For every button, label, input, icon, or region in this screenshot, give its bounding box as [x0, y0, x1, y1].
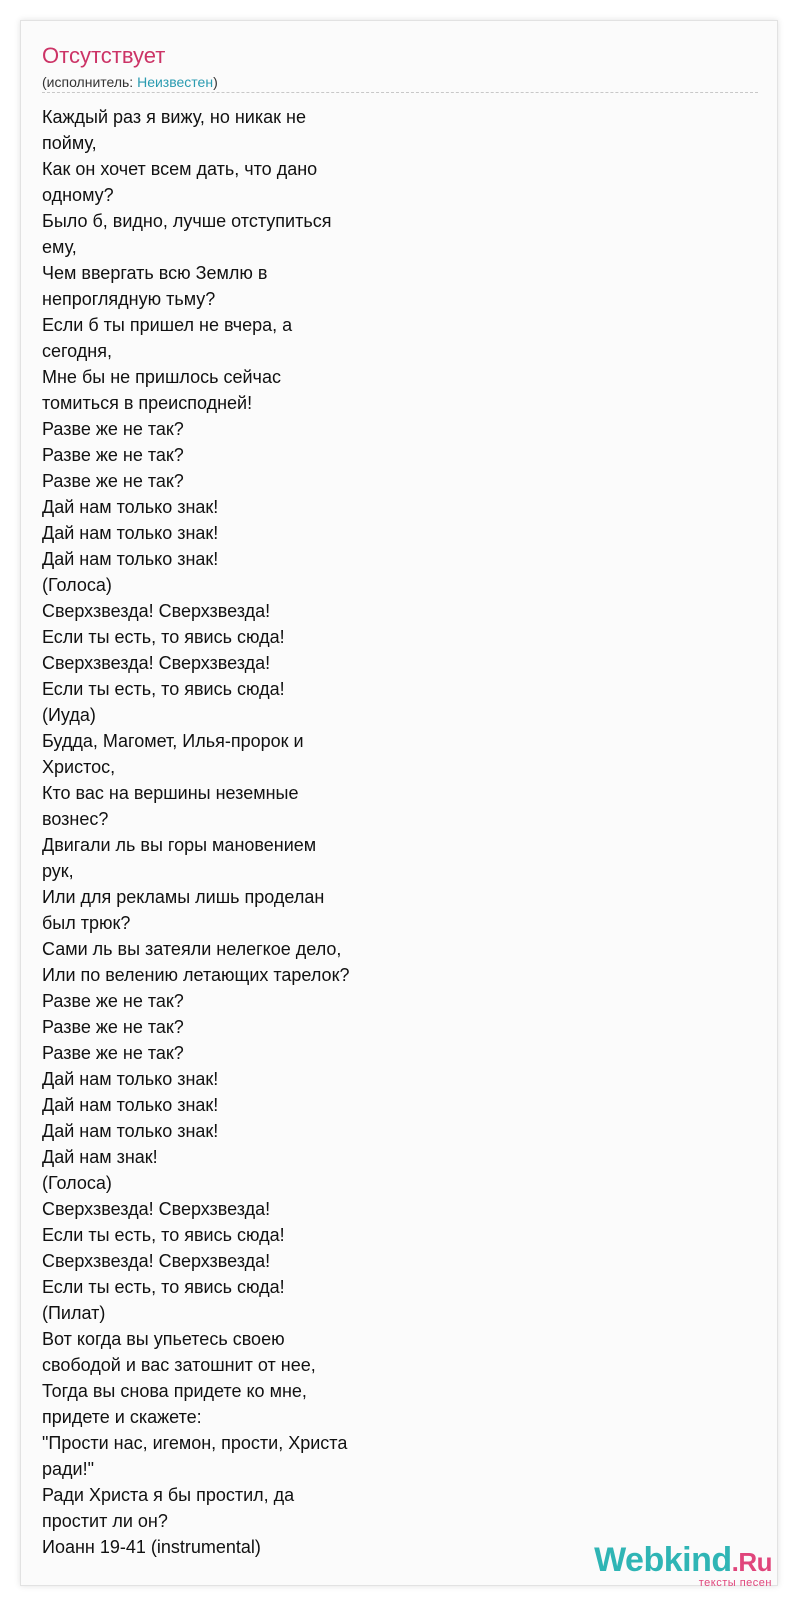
lyric-line: Было б, видно, лучше отступиться: [42, 211, 332, 231]
lyric-line: Дай нам только знак!: [42, 549, 219, 569]
lyric-line: Христос,: [42, 757, 116, 777]
lyric-line: Дай нам только знак!: [42, 523, 219, 543]
logo-domain-text: .Ru: [731, 1547, 772, 1577]
lyric-line: Сами ль вы затеяли нелегкое дело,: [42, 939, 342, 959]
lyric-line: (Голоса): [42, 575, 112, 595]
logo-main-text: Webkind: [594, 1541, 732, 1579]
lyric-line: Если ты есть, то явись сюда!: [42, 679, 285, 699]
lyric-line: Сверхзвезда! Сверхзвезда!: [42, 1199, 271, 1219]
lyric-line: Разве же не так?: [42, 445, 184, 465]
lyric-line: Если б ты пришел не вчера, а: [42, 315, 293, 335]
lyric-line: Разве же не так?: [42, 1043, 184, 1063]
lyric-line: пойму,: [42, 133, 97, 153]
lyric-line: Чем ввергать всю Землю в: [42, 263, 268, 283]
lyric-line: простит ли он?: [42, 1511, 168, 1531]
lyric-line: Разве же не так?: [42, 991, 184, 1011]
lyric-line: Сверхзвезда! Сверхзвезда!: [42, 653, 271, 673]
logo-tagline: тексты песен: [698, 1577, 772, 1589]
lyric-line: Если ты есть, то явись сюда!: [42, 1277, 285, 1297]
lyric-line: придете и скажете:: [42, 1407, 202, 1427]
lyric-line: Сверхзвезда! Сверхзвезда!: [42, 1251, 271, 1271]
lyric-line: непроглядную тьму?: [42, 289, 216, 309]
lyric-line: Дай нам только знак!: [42, 1121, 219, 1141]
lyric-line: Мне бы не пришлось сейчас: [42, 367, 281, 387]
lyric-line: сегодня,: [42, 341, 112, 361]
artist-suffix: ): [213, 74, 218, 90]
lyric-line: Иоанн 19-41 (instrumental): [42, 1537, 261, 1557]
lyric-line: Дай нам только знак!: [42, 1069, 219, 1089]
logo-wordmark: [594, 1543, 772, 1579]
lyric-line: был трюк?: [42, 913, 131, 933]
lyric-line: (Пилат): [42, 1303, 106, 1323]
lyric-line: свободой и вас затошнит от нее,: [42, 1355, 316, 1375]
lyric-line: Разве же не так?: [42, 471, 184, 491]
lyric-line: ради!": [42, 1459, 94, 1479]
title-divider: [42, 92, 758, 93]
lyric-line: одному?: [42, 185, 114, 205]
lyric-line: Каждый раз я вижу, но никак не: [42, 107, 306, 127]
lyric-line: Или для рекламы лишь проделан: [42, 887, 325, 907]
site-logo[interactable]: [594, 1543, 772, 1589]
lyric-line: Или по велению летающих тарелок?: [42, 965, 350, 985]
song-title: Отсутствует: [42, 43, 166, 68]
lyric-line: рук,: [42, 861, 74, 881]
lyric-line: вознес?: [42, 809, 109, 829]
lyric-line: Если ты есть, то явись сюда!: [42, 1225, 285, 1245]
lyric-line: (Голоса): [42, 1173, 112, 1193]
lyric-line: Если ты есть, то явись сюда!: [42, 627, 285, 647]
lyric-line: Дай нам знак!: [42, 1147, 158, 1167]
lyrics-text: [42, 104, 402, 1560]
lyric-line: Дай нам только знак!: [42, 1095, 219, 1115]
lyric-line: Разве же не так?: [42, 419, 184, 439]
lyric-line: томиться в преисподней!: [42, 393, 253, 413]
lyric-line: Дай нам только знак!: [42, 497, 219, 517]
lyric-line: Двигали ль вы горы мановением: [42, 835, 317, 855]
lyric-line: ему,: [42, 237, 77, 257]
lyric-line: Сверхзвезда! Сверхзвезда!: [42, 601, 271, 621]
artist-link[interactable]: Неизвестен: [137, 74, 214, 90]
lyric-line: Как он хочет всем дать, что дано: [42, 159, 318, 179]
lyric-line: Тогда вы снова придете ко мне,: [42, 1381, 307, 1401]
lyric-line: Ради Христа я бы простил, да: [42, 1485, 295, 1505]
lyric-line: Будда, Магомет, Илья-пророк и: [42, 731, 304, 751]
lyric-line: Разве же не так?: [42, 1017, 184, 1037]
lyric-line: "Прости нас, игемон, прости, Христа: [42, 1433, 348, 1453]
artist-line: [42, 73, 218, 91]
artist-prefix: (исполнитель:: [42, 74, 138, 90]
lyric-line: Вот когда вы упьетесь своею: [42, 1329, 285, 1349]
lyric-line: Кто вас на вершины неземные: [42, 783, 299, 803]
lyric-line: (Иуда): [42, 705, 96, 725]
